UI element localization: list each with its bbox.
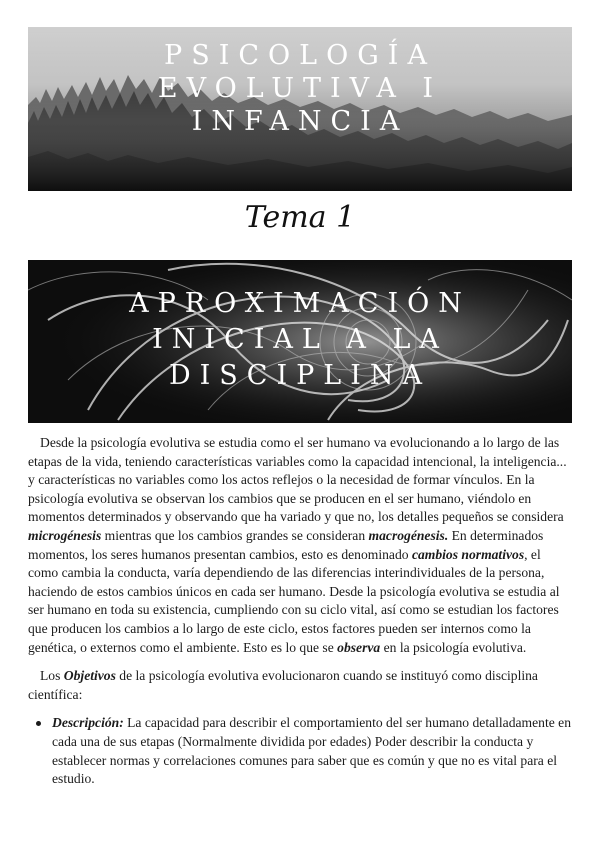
keyword-objetivos: Objetivos xyxy=(63,668,116,684)
title-line-1: PSICOLOGÍA xyxy=(164,40,436,71)
objectives-list xyxy=(28,714,572,788)
list-item-term: Descripción: xyxy=(52,715,124,731)
section-title-line-3: DISCIPLINA xyxy=(168,360,432,391)
document-title xyxy=(28,39,572,138)
list-item xyxy=(28,714,572,788)
keyword-cambios-normativos: cambios normativos xyxy=(411,546,525,562)
keyword-macrogenesis: macrogénesis. xyxy=(368,527,449,543)
keyword-observa: observa xyxy=(337,639,381,655)
objectives-paragraph: Los Objetivos de la psicología evolutiva evolucionaron cuando se instituyó como disciplina científica: xyxy=(28,668,538,702)
section-banner xyxy=(28,260,572,423)
topic-heading: Tema 1 xyxy=(244,200,356,235)
section-title xyxy=(28,286,572,394)
title-line-2: EVOLUTIVA I xyxy=(157,73,443,104)
keyword-microgenesis: microgénesis xyxy=(28,527,102,543)
list-item-text: La capacidad para describir el comportamiento del ser humano detalladamente en cada una de sus etapas (Normalmente dividida por edades) Poder describir la conducta y establecer normas y correlaciones comunes para saber que es común y que no es vital para el estudio. xyxy=(52,715,571,787)
section-title-line-2: INICIAL A LA xyxy=(152,324,448,355)
intro-paragraph: Desde la psicología evolutiva se estudia como el ser humano va evolucionando a lo largo de las etapas de la vida, teniendo características variables como la capacidad intencional, la inteligencia... y características no variables como los actos reflejos o la necesidad de formar vínculos. En la psicología evolutiva se observan los cambios que se producen en el ser humano, viéndolo en momentos determinados y observando que ha variado y que no, los detalles pequeños se considera microgénesis mientras que los cambios grandes se consideran macrogénesis. En determinados momentos, los seres humanos presentan cambios, esto es denominado cambios normativos, el como cambia la conducta, varía dependiendo de las diferencias interindividuales de la persona, haciendo de estos cambios únicos en cada ser humano. Desde la psicología evolutiva se estudia al ser humano en toda su existencia, cumpliendo con su ciclo vital, así como se estudian los factores que producen los cambios a lo largo de este ciclo, estos factores pueden ser internos como la genética, o externos como el ambiente. Esto es lo que se observa en la psicología evolutiva. xyxy=(28,435,567,655)
body-content xyxy=(28,434,572,789)
header-banner xyxy=(28,27,572,191)
section-title-line-1: APROXIMACIÓN xyxy=(129,288,471,319)
title-line-3: INFANCIA xyxy=(191,106,409,137)
bullet-icon xyxy=(36,721,41,726)
